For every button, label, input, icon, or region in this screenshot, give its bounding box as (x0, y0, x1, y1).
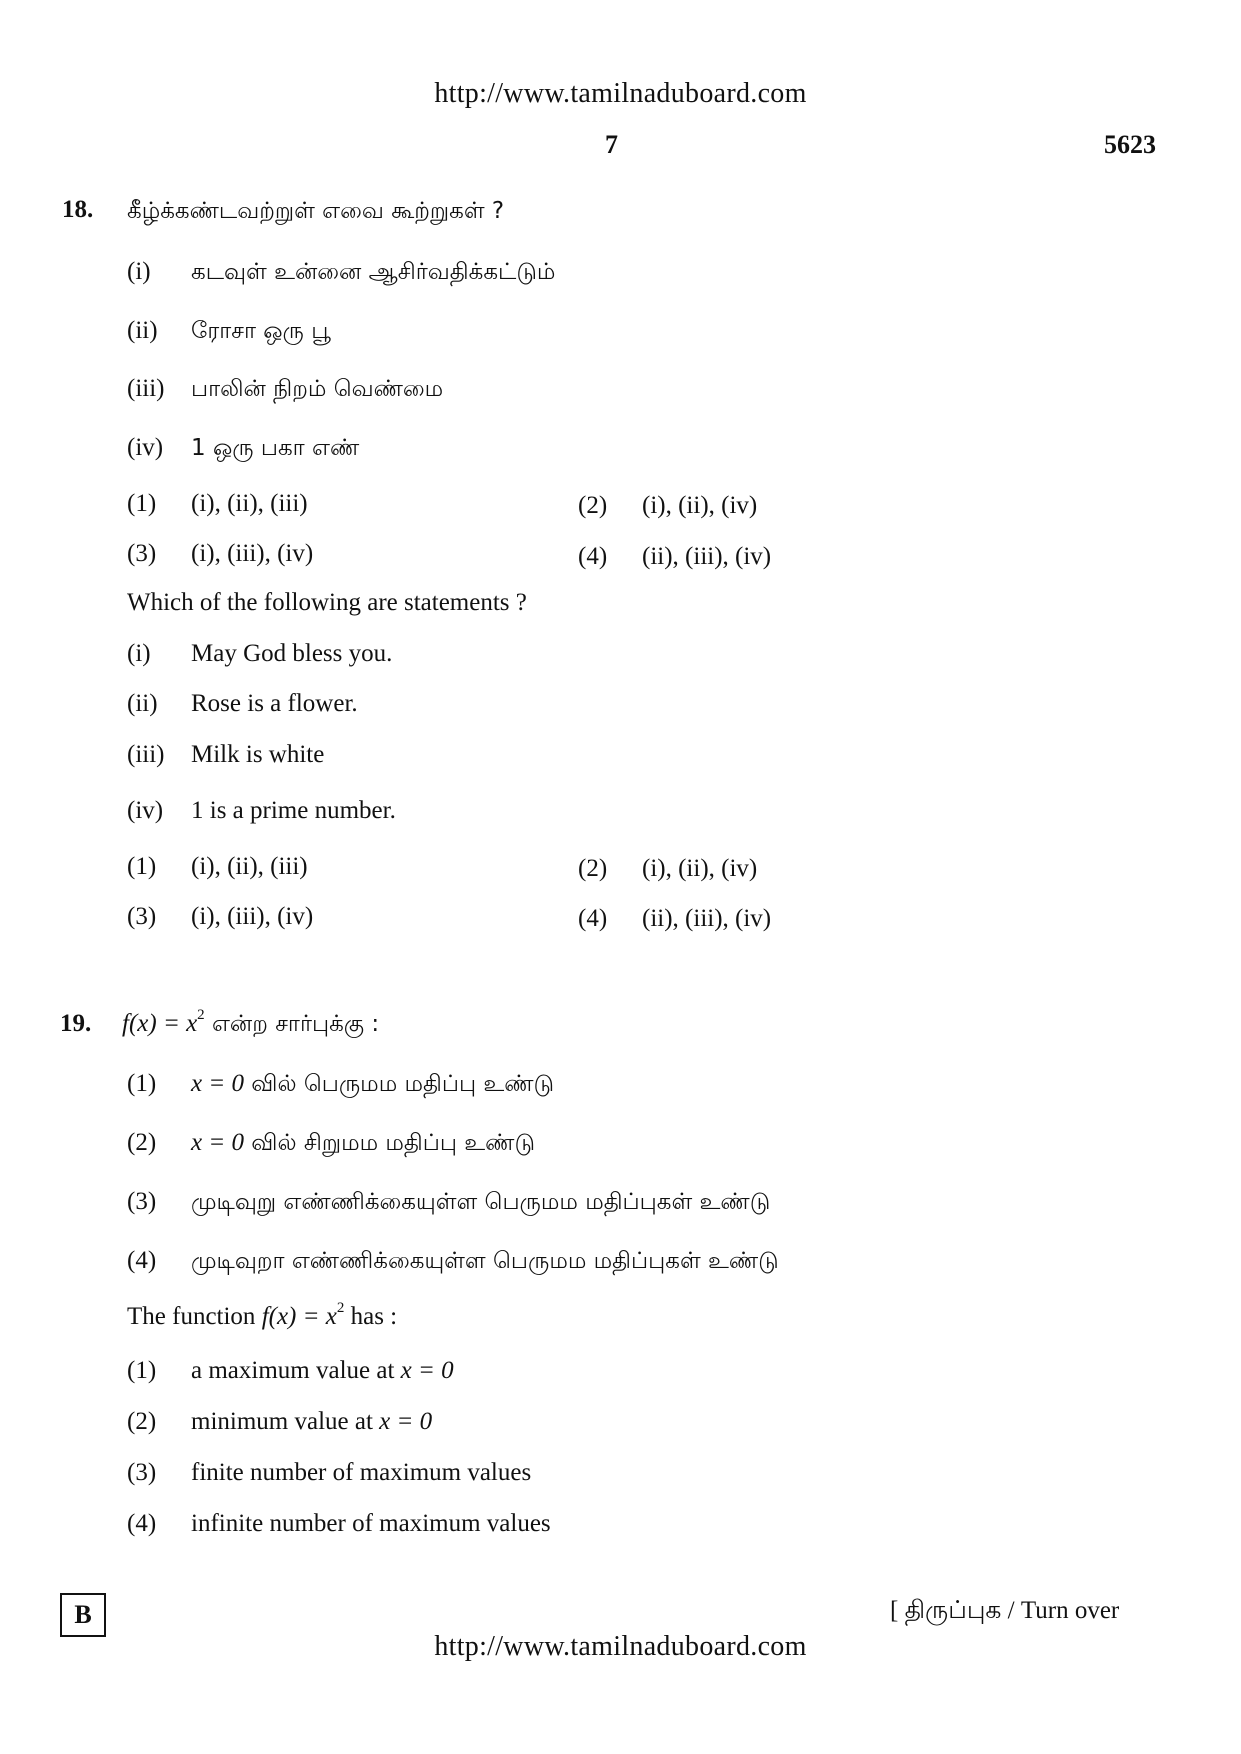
q18-tamil-item: (i) கடவுள் உன்னை ஆசிர்வதிக்கட்டும் (127, 258, 556, 285)
q18-english-option-2: (2) (i), (ii), (iv) (578, 855, 758, 882)
page-number: 7 (605, 130, 618, 159)
q18-english-option-4: (4) (ii), (iii), (iv) (578, 905, 772, 932)
q19-english-option-3: (3) finite number of maximum values (127, 1459, 532, 1486)
q18-english-item: (ii) Rose is a flower. (127, 690, 358, 717)
q18-tamil-item: (ii) ரோசா ஒரு பூ (127, 317, 331, 344)
q18-english-option-3: (3) (i), (iii), (iv) (127, 903, 314, 930)
q18-english-item: (iv) 1 is a prime number. (127, 797, 396, 824)
question-18-english-text: Which of the following are statements ? (127, 589, 527, 616)
paper-code: 5623 (1104, 130, 1156, 159)
q18-tamil-option-1: (1) (i), (ii), (iii) (127, 490, 308, 517)
q19-tamil-option-4: (4) முடிவுறா எண்ணிக்கையுள்ள பெருமம மதிப்புகள் உண்டு (127, 1247, 779, 1274)
question-18-tamil-text: கீழ்க்கண்டவற்றுள் எவை கூற்றுகள் ? (127, 198, 505, 224)
question-19-english-text: The function $f(x) = x^2$ has : (127, 1300, 398, 1330)
q18-tamil-option-3: (3) (i), (iii), (iv) (127, 540, 314, 567)
q18-tamil-item: (iv) 1 ஒரு பகா எண் (127, 434, 360, 461)
footer-url: http://www.tamilnaduboard.com (434, 1631, 807, 1662)
q18-tamil-option-2: (2) (i), (ii), (iv) (578, 492, 758, 519)
question-18-number: 18. (62, 196, 94, 223)
q18-english-item: (i) May God bless you. (127, 640, 393, 667)
q18-english-option-1: (1) (i), (ii), (iii) (127, 853, 308, 880)
header-url: http://www.tamilnaduboard.com (434, 78, 807, 109)
q19-english-option-1: (1) a maximum value at x = 0 (127, 1357, 454, 1384)
q18-tamil-option-4: (4) (ii), (iii), (iv) (578, 543, 772, 570)
q18-english-item: (iii) Milk is white (127, 741, 325, 768)
q18-tamil-item: (iii) பாலின் நிறம் வெண்மை (127, 375, 444, 402)
turn-over-label: [ திருப்புக / Turn over (890, 1597, 1120, 1624)
question-19-tamil-text: $f(x) = x^2$ என்ற சார்புக்கு : (122, 1007, 380, 1037)
q19-tamil-option-1: (1) x = 0 வில் பெருமம மதிப்பு உண்டு (127, 1070, 555, 1097)
q19-tamil-option-3: (3) முடிவுறு எண்ணிக்கையுள்ள பெருமம மதிப்புகள் உண்டு (127, 1188, 771, 1215)
q19-english-option-4: (4) infinite number of maximum values (127, 1510, 551, 1537)
q19-english-option-2: (2) minimum value at x = 0 (127, 1408, 433, 1435)
question-19-number: 19. (60, 1010, 92, 1037)
booklet-code-box: B (60, 1593, 106, 1637)
q19-tamil-option-2: (2) x = 0 வில் சிறுமம மதிப்பு உண்டு (127, 1129, 535, 1156)
